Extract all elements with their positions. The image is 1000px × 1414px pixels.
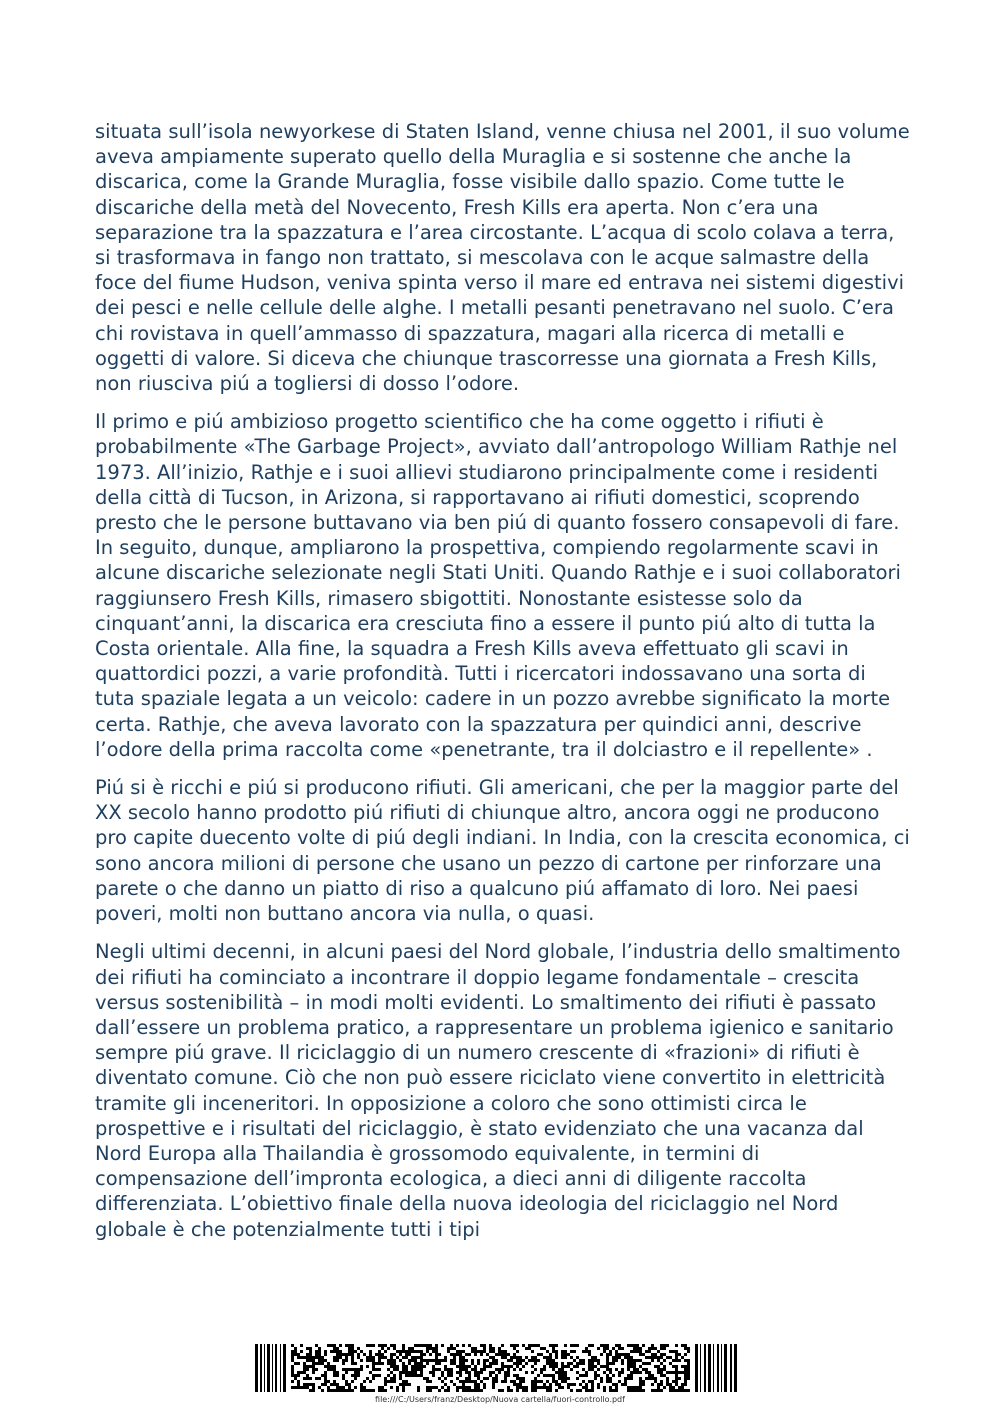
footer-file-path: file:///C:/Users/franz/Desktop/Nuova cartella/fuori-controllo.pdf: [375, 1395, 625, 1404]
paragraph-4: Negli ultimi decenni, in alcuni paesi del Nord globale, l’industria dello smaltimento dei rifiuti ha cominciato a incontrare il doppio legame fondamentale – crescita versus sostenibilità – in modi molti evidenti. Lo smaltimento dei rifiuti è passato dall’essere un problema pratico, a rappresentare un problema igienico e sanitario sempre piú grave. Il riciclaggio di un numero crescente di «frazioni» di rifiuti è diventato comune. Ciò che non può essere riciclato viene convertito in elettricità tramite gli inceneritori. In opposizione a coloro che sono ottimisti circa le prospettive e i risultati del riciclaggio, è stato evidenziato che una vacanza dal Nord Europa alla Thailandia è grossomodo equivalente, in termini di compensazione dell’impronta ecologica, a dieci anni di diligente raccolta differenziata. L’obiettivo finale della nuova ideologia del riciclaggio nel Nord globale è che potenzialmente tutti i tipi: [95, 940, 901, 1241]
paragraph-1: situata sull’isola newyorkese di Staten Island, venne chiusa nel 2001, il suo volume aveva ampiamente superato quello della Muraglia e si sostenne che anche la discarica, come la Grande Muraglia, fosse visibile dallo spazio. Come tutte le discariche della metà del Novecento, Fresh Kills era aperta. Non c’era una separazione tra la spazzatura e l’area circostante. L’acqua di scolo colava a terra, si trasformava in fango non trattato, si mescolava con le acque salmastre della foce del fiume Hudson, veniva spinta verso il mare ed entrava nei sistemi digestivi dei pesci e nelle cellule delle alghe. I metalli pesanti penetravano nel suolo. C’era chi rovistava in quell’ammasso di spazzatura, magari alla ricerca di metalli e oggetti di valore. Si diceva che chiunque trascorresse una giornata a Fresh Kills, non riusciva piú a togliersi di dosso l’odore.: [95, 120, 910, 396]
paragraph-2: Il primo e piú ambizioso progetto scientifico che ha come oggetto i rifiuti è probabilmente «The Garbage Project», avviato dall’antropologo William Rathje nel 1973. All’inizio, Rathje e i suoi allievi studiarono principalmente come i residenti della città di Tucson, in Arizona, si rapportavano ai rifiuti domestici, scoprendo presto che le persone buttavano via ben piú di quanto fossero consapevoli di fare. In seguito, dunque, ampliarono la prospettiva, compiendo regolarmente scavi in alcune discariche selezionate negli Stati Uniti. Quando Rathje e i suoi collaboratori raggiunsero Fresh Kills, rimasero sbigottiti. Nonostante esistesse solo da cinquant’anni, la discarica era cresciuta fino a essere il punto piú alto di tutta la Costa orientale. Alla fine, la squadra a Fresh Kills aveva effettuato gli scavi in quattordici pozzi, a varie profondità. Tutti i ricercatori indossavano una sorta di tuta spaziale legata a un veicolo: cadere in un pozzo avrebbe significato la morte certa. Rathje, che aveva lavorato con la spazzatura per quindici anni, descrive l’odore della prima raccolta come «penetrante, tra il dolciastro e il repellente» .: [95, 410, 901, 761]
document-body: [95, 119, 910, 1255]
paragraph-3: Piú si è ricchi e piú si producono rifiuti. Gli americani, che per la maggior parte del XX secolo hanno prodotto piú rifiuti di chiunque altro, ancora oggi ne producono pro capite duecento volte di piú degli indiani. In India, con la crescita economica, ci sono ancora milioni di persone che usano un pezzo di cartone per rinforzare una parete o che danno un piatto di riso a qualcuno piú affamato di loro. Nei paesi poveri, molti non buttano ancora via nulla, o quasi.: [95, 776, 910, 926]
barcode-image: [255, 1344, 737, 1392]
